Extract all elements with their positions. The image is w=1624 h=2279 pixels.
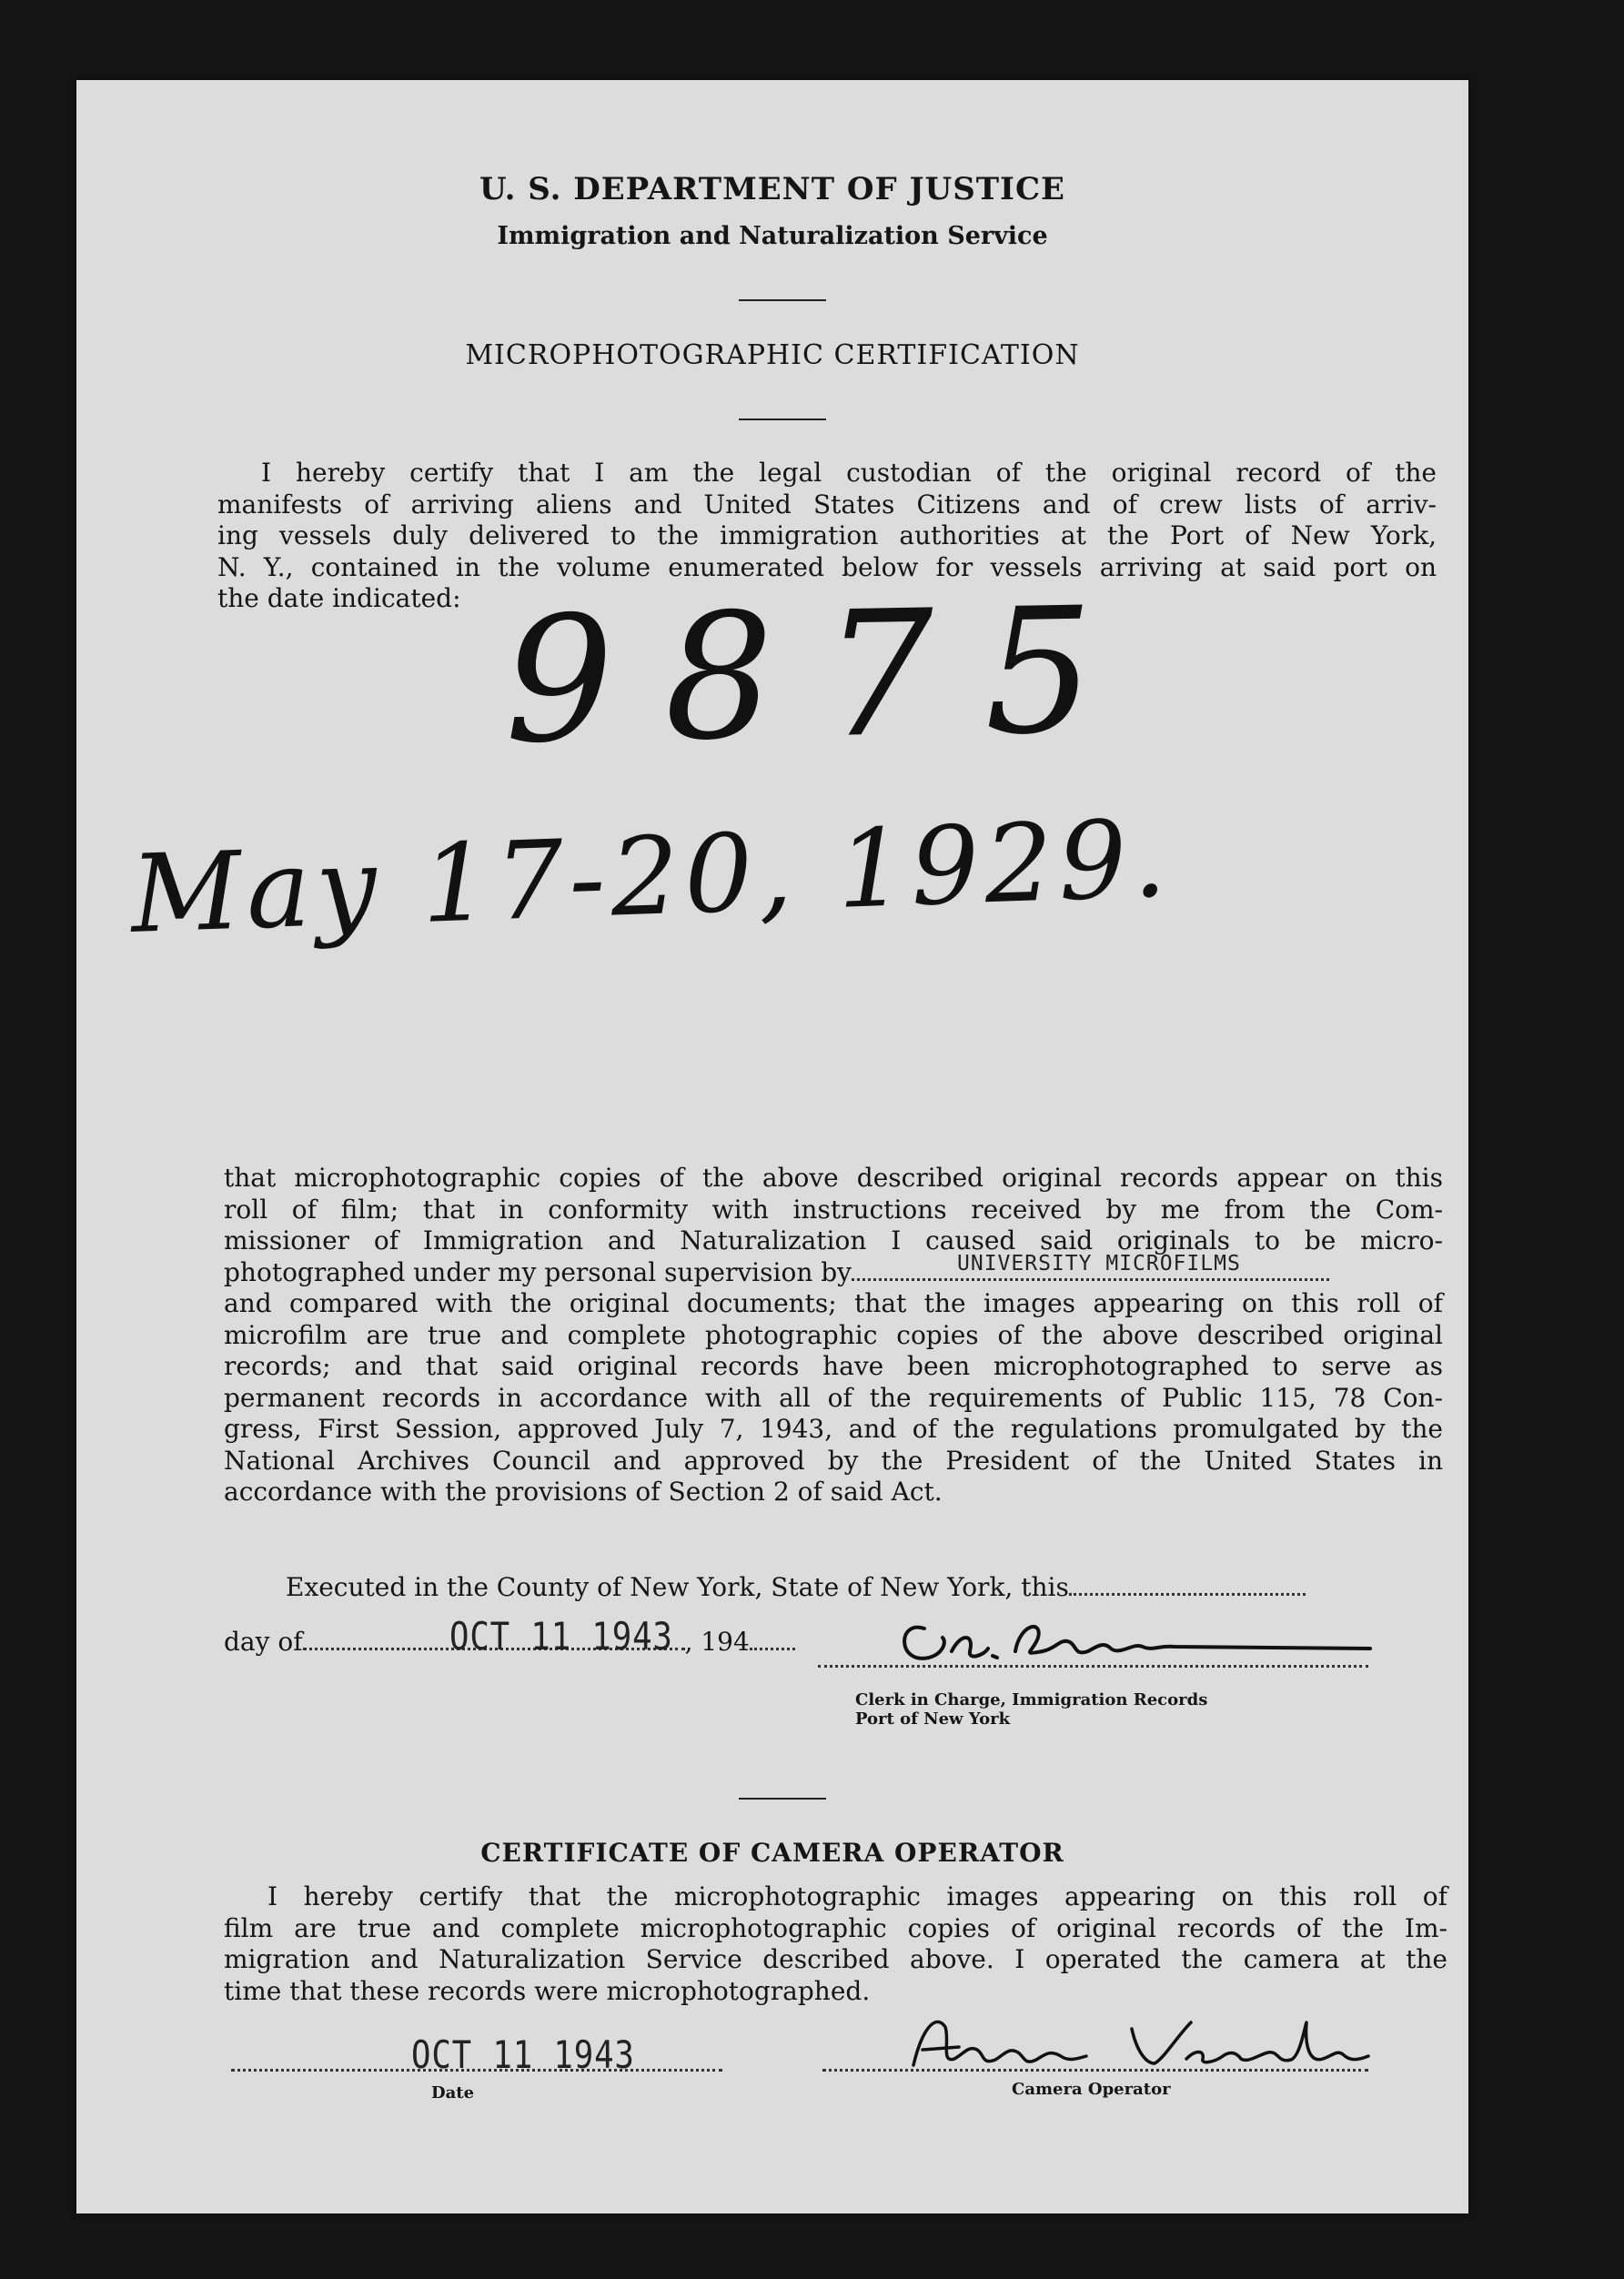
department-heading: U. S. DEPARTMENT OF JUSTICE [479, 171, 1065, 207]
executed-blank [1069, 1573, 1306, 1596]
body-line: accordance with the provisions of Section 2 of said Act. [224, 1477, 943, 1507]
operator-label: Camera Operator [1012, 2080, 1171, 2099]
camera-line: I hereby certify that the microphotographic images appearing on this roll of [267, 1881, 1447, 1911]
certification-title: MICROPHOTOGRAPHIC CERTIFICATION [465, 339, 1080, 371]
stamped-date-executed: OCT 11 1943 [449, 1614, 673, 1659]
body-line: gress, First Session, approved July 7, 1943, and of the regulations promulgated by the [224, 1414, 1443, 1444]
body-line: that microphotographic copies of the above described original records appear on this [224, 1163, 1443, 1193]
date-label: Date [431, 2083, 475, 2103]
clerk-title: Clerk in Charge, Immigration Records [855, 1690, 1208, 1709]
year-blank [750, 1628, 795, 1650]
body-line: roll of film; that in conformity with instructions received by me from the Com- [224, 1194, 1443, 1225]
operator-signature-line [822, 2067, 1368, 2072]
body-line: missioner of Immigration and Naturalization I caused said originals to be micro- [224, 1225, 1443, 1255]
intro-line: manifests of arriving aliens and United States Citizens and of crew lists of arriv- [217, 489, 1437, 519]
intro-line: N. Y., contained in the volume enumerated below for vessels arriving at said port on [217, 551, 1437, 582]
clerk-port: Port of New York [855, 1709, 1011, 1729]
body-line: National Archives Council and approved by the President of the United States in [224, 1445, 1443, 1476]
camera-certificate-heading: CERTIFICATE OF CAMERA OPERATOR [480, 1838, 1064, 1868]
body-line-with-blank [224, 1251, 1443, 1289]
clerk-signature-line [818, 1663, 1368, 1668]
body-line: permanent records in accordance with all of the requirements of Public 115, 78 Con- [224, 1382, 1443, 1413]
divider [739, 299, 826, 301]
executed-line [286, 1572, 1306, 1602]
camera-line: time that these records were microphotographed. [224, 1975, 871, 2006]
camera-paragraph [224, 1881, 1447, 2007]
service-heading: Immigration and Naturalization Service [497, 222, 1048, 250]
body-line-text: photographed under my personal supervision by [224, 1256, 852, 1287]
intro-line: the date indicated: [217, 583, 461, 613]
divider [739, 1798, 826, 1800]
body-paragraph [224, 1163, 1443, 1508]
year-prefix: , 194 [684, 1627, 750, 1657]
body-line: and compared with the original documents; that the images appearing on this roll of [224, 1288, 1443, 1318]
executed-text: Executed in the County of New York, State of New York, this [286, 1572, 1069, 1602]
day-of-label: day of [224, 1627, 303, 1657]
stamped-company: UNIVERSITY MICROFILMS [957, 1251, 1241, 1276]
body-line: records; and that said original records have been microphotographed to serve as [224, 1351, 1443, 1381]
stamped-date-camera: OCT 11 1943 [411, 2032, 635, 2077]
handwritten-date-range: May 17-20, 1929. [128, 795, 1175, 957]
intro-line: I hereby certify that I am the legal custodian of the original record of the [261, 458, 1437, 488]
body-line: microfilm are true and complete photographic copies of the above described original [224, 1319, 1443, 1350]
handwritten-volume-number: 9875 [502, 569, 1146, 782]
camera-line: migration and Naturalization Service described above. I operated the camera at the [224, 1944, 1447, 1974]
intro-line: ing vessels duly delivered to the immigration authorities at the Port of New York, [217, 520, 1437, 550]
certificate-page [76, 80, 1468, 2213]
camera-line: film are true and complete microphotographic copies of original records of the Im- [224, 1912, 1447, 1943]
divider [739, 418, 826, 420]
